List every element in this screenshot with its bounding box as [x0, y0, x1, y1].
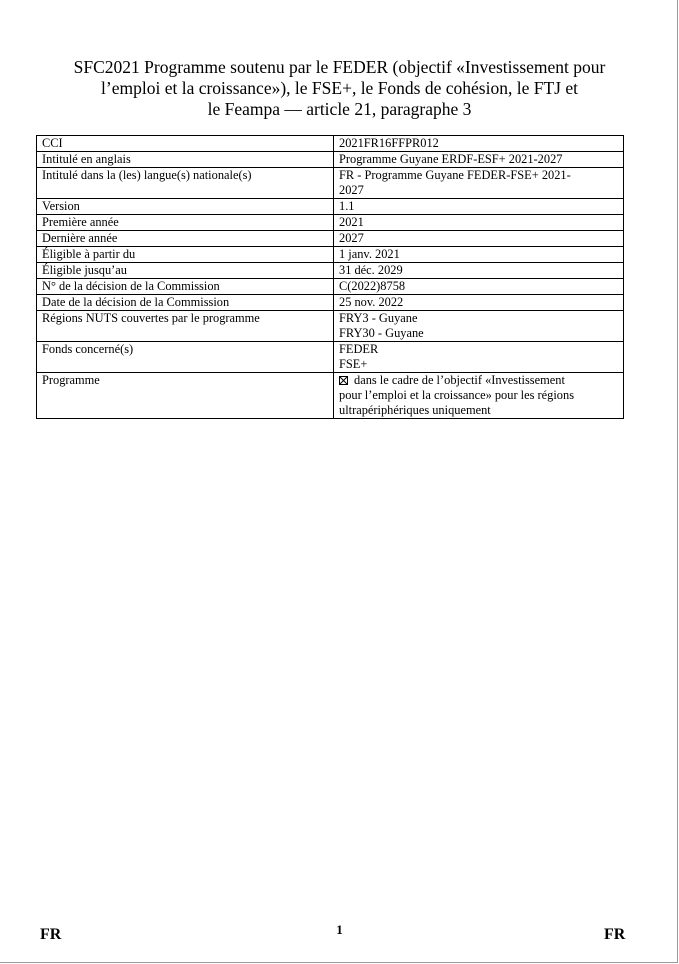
- value-text: dans le cadre de l’objectif «Investissement: [354, 373, 565, 387]
- table-row: [37, 342, 624, 373]
- value-line: Programme Guyane ERDF-ESF+ 2021-2027: [339, 152, 563, 166]
- row-value: [334, 152, 624, 168]
- row-label: Éligible à partir du: [37, 247, 334, 263]
- row-label: Date de la décision de la Commission: [37, 295, 334, 311]
- page-number: 1: [336, 922, 343, 937]
- row-label: Régions NUTS couvertes par le programme: [37, 311, 334, 342]
- value-line: 1 janv. 2021: [339, 247, 400, 261]
- table-row: [37, 136, 624, 152]
- value-line: ultrapériphériques uniquement: [339, 403, 491, 417]
- value-line: 2027: [339, 231, 364, 245]
- row-label: N° de la décision de la Commission: [37, 279, 334, 295]
- document-title: [30, 57, 649, 120]
- value-line: FEDER: [339, 342, 379, 356]
- row-value: [334, 373, 624, 419]
- row-label: Programme: [37, 373, 334, 419]
- programme-info-table: [36, 135, 624, 419]
- row-value: [334, 311, 624, 342]
- value-line: FSE+: [339, 357, 368, 371]
- row-value: [334, 199, 624, 215]
- table-row: [37, 311, 624, 342]
- row-value: [334, 279, 624, 295]
- table-row: [37, 199, 624, 215]
- row-value: [334, 247, 624, 263]
- table-row: [37, 231, 624, 247]
- value-line: C(2022)8758: [339, 279, 406, 293]
- row-value: [334, 342, 624, 373]
- value-line: 1.1: [339, 199, 355, 213]
- table-row: [37, 215, 624, 231]
- title-line: SFC2021 Programme soutenu par le FEDER (objectif «Investissement pour: [73, 57, 606, 77]
- row-value: [334, 231, 624, 247]
- table-row: [37, 152, 624, 168]
- value-line: 25 nov. 2022: [339, 295, 404, 309]
- checked-box-icon: [339, 376, 348, 385]
- table-row: [37, 263, 624, 279]
- row-value: [334, 168, 624, 199]
- title-line: le Feampa — article 21, paragraphe 3: [207, 99, 472, 119]
- footer-language-left: FR: [40, 926, 62, 943]
- row-label: Dernière année: [37, 231, 334, 247]
- title-line: l’emploi et la croissance»), le FSE+, le Fonds de cohésion, le FTJ et: [101, 78, 578, 98]
- value-line: 2021: [339, 215, 364, 229]
- value-line: [339, 373, 619, 388]
- value-line: 2027: [339, 183, 364, 197]
- row-label: Fonds concerné(s): [37, 342, 334, 373]
- row-label: Intitulé dans la (les) langue(s) nationale(s): [37, 168, 334, 199]
- table-row: [37, 247, 624, 263]
- table-row: [37, 168, 624, 199]
- row-value: [334, 263, 624, 279]
- table-row: [37, 279, 624, 295]
- table-row: [37, 295, 624, 311]
- row-label: Version: [37, 199, 334, 215]
- row-value: [334, 295, 624, 311]
- footer-language-right: FR: [604, 926, 626, 943]
- row-label: Éligible jusqu’au: [37, 263, 334, 279]
- row-label: Intitulé en anglais: [37, 152, 334, 168]
- row-label: Première année: [37, 215, 334, 231]
- row-label: CCI: [37, 136, 334, 152]
- value-line: FR - Programme Guyane FEDER-FSE+ 2021-: [339, 168, 571, 182]
- value-line: 2021FR16FFPR012: [339, 136, 439, 150]
- value-line: pour l’emploi et la croissance» pour les régions: [339, 388, 575, 402]
- row-value: [334, 215, 624, 231]
- table-row: [37, 373, 624, 419]
- value-line: FRY30 - Guyane: [339, 326, 424, 340]
- value-line: FRY3 - Guyane: [339, 311, 418, 325]
- row-value: [334, 136, 624, 152]
- value-line: 31 déc. 2029: [339, 263, 403, 277]
